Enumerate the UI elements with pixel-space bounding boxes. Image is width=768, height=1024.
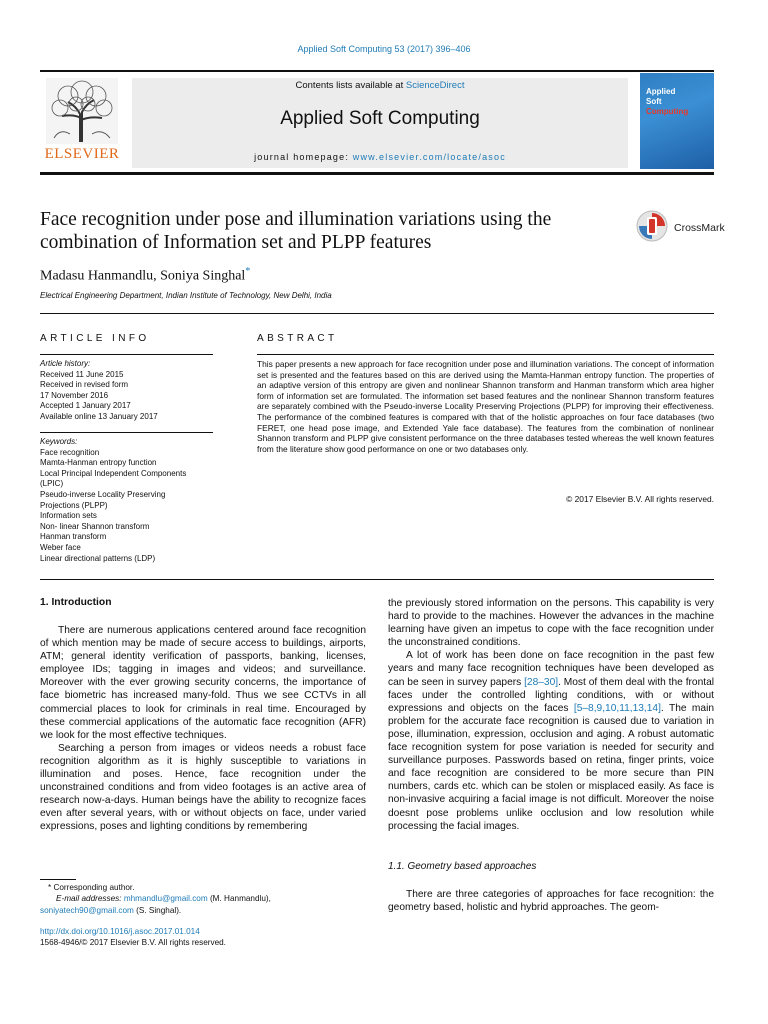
keyword-item: Local Principal Independent Components (40, 468, 187, 478)
crossmark-button[interactable] (636, 210, 726, 244)
history-item: 17 November 2016 (40, 390, 109, 400)
body-paragraph (388, 649, 714, 832)
keywords-list (40, 437, 220, 564)
affiliation: Electrical Engineering Department, Indian Institute of Technology, New Delhi, India (40, 291, 332, 300)
journal-header-box (132, 78, 628, 168)
keywords-label: Keywords: (40, 437, 78, 446)
journal-citation[interactable] (0, 44, 768, 54)
history-item: Accepted 1 January 2017 (40, 401, 131, 411)
authors (40, 266, 250, 285)
body-column-left (40, 624, 366, 834)
elsevier-tree-icon (46, 78, 118, 144)
email-owner: (M. Hanmandlu), (207, 894, 271, 904)
body-paragraph: There are numerous applications centered around face recognition of which mention may be made of secure access to buildings, airports, ATM; general identity verification of passports, banking, licenses, employee IDs; tagging in images and videos; and surveillance. Moreover with the ever growing security concerns, the importance of face biometric has increased many-fold. Thus we see CCTVs in all commercial places to look for criminals in real time. Encouraged by these commercial applications of the automatic face recognition (AFR) we look for the most effective techniques. (40, 625, 366, 741)
email-owner: (S. Singhal). (133, 905, 182, 915)
history-item: Available online 13 January 2017 (40, 411, 158, 421)
citation-ref-link[interactable]: [5–8,9,10,11,13,14] (573, 702, 661, 714)
abstract-copyright: © 2017 Elsevier B.V. All rights reserved. (566, 494, 714, 504)
keyword-item: Linear directional patterns (LDP) (40, 553, 156, 563)
paragraph-text: . Most of them deal with the frontal faces under the controlled lighting conditions, with or without expressions and objects on the faces (388, 676, 715, 714)
article-history (40, 359, 220, 423)
abstract-bottom-rule (40, 579, 714, 580)
crossmark-label: CrossMark (674, 222, 725, 234)
citation-ref-link[interactable]: [28–30] (524, 676, 559, 688)
subsection-heading: 1.1. Geometry based approaches (388, 861, 537, 872)
paragraph-text: . The main problem for the accurate face recognition is caused due to variation in pose, illumination, expression, occlusion and aging. A robust automatic face recognition system for pose variation is needed for security and surveillance purposes. Passwords based on retina, finger prints, voice and face recognition are considered to be more secure than PIN numbers, cards etc. which can be stolen or misplaced easily. As face is non-invasive acquiring a facial image is not difficult. Moreover the noise doesnt pose problems unlike occlusion and low resolution while processing the facial images. (388, 702, 714, 832)
cover-line-2: Soft (646, 97, 662, 106)
article-info-rule (40, 354, 213, 355)
cover-line-3: Computing (646, 107, 689, 116)
corresponding-author-note: * Corresponding author. (48, 883, 135, 892)
footnote-rule (40, 879, 76, 880)
keyword-item: Face recognition (40, 447, 100, 457)
crossmark-icon (636, 210, 668, 242)
body-paragraph: the previously stored information on the persons. This capability is very hard to provide to the machines. However the advances in the machine learning have given an impetus to cope with the face recognition under the unconstrained conditions. (388, 598, 714, 649)
author-names: Madasu Hanmandlu, Soniya Singhal (40, 268, 246, 284)
keyword-item: (LPIC) (40, 479, 64, 489)
header-top-rule (40, 70, 714, 72)
email-link[interactable]: soniyatech90@gmail.com (40, 905, 134, 915)
body-column-right (388, 597, 714, 833)
title-rule (40, 313, 714, 314)
keyword-item: Projections (PLPP) (40, 500, 108, 510)
keyword-item: Information sets (40, 511, 97, 521)
keyword-item: Weber face (40, 542, 81, 552)
cover-line-1: Applied (646, 87, 676, 96)
abstract-text: This paper presents a new approach for face recognition under pose and illumination variations. The concept of information set is presented and the features based on this are derived using the Mamta-Hanman entropy function. The properties of an adaptive version of this entropy are given and nonlinear Shannon transform and Hanman transform which area higher form of information set are formulated. The information set based features and the nonlinear Shannon transform features are separately combined with the Pseudo-inverse Locality Preserving Projections (PLPP) for improving their effectiveness. The performance of the combined features is compared with that of the holistic approaches on four face databases (two FERET, one head pose image, and Extended Yale face database). The features from the combination of nonlinear Shannon transform and PLPP give consistent performance on the three databases tested whereas the well known features from the literature show good performance on one or two databases only. (257, 359, 714, 454)
paragraph-text: A lot of work has been done on face recognition in the past few years and many face recognition techniques have been developed as can be seen in survey papers (388, 650, 714, 688)
contents-line (132, 80, 628, 91)
homepage-line (132, 152, 628, 162)
journal-cover-image (640, 73, 714, 169)
history-item: Received 11 June 2015 (40, 369, 124, 379)
email-line (40, 905, 366, 916)
doi-link[interactable]: http://dx.doi.org/10.1016/j.asoc.2017.01.014 (40, 927, 200, 936)
doi-block (40, 926, 226, 949)
homepage-link[interactable]: www.elsevier.com/locate/asoc (352, 152, 506, 162)
corresponding-author-mark[interactable]: * (245, 266, 251, 277)
sciencedirect-link[interactable]: ScienceDirect (405, 80, 465, 91)
homepage-prefix: journal homepage: (254, 152, 353, 162)
article-info-heading: ARTICLE INFO (40, 333, 150, 344)
body-paragraph: There are three categories of approaches for face recognition: the geometry based, holistic and hybrid approaches. The geom- (388, 889, 714, 914)
keyword-item: Hanman transform (40, 532, 107, 542)
history-item: Received in revised form (40, 380, 129, 390)
elsevier-logo (40, 78, 124, 166)
history-label: Article history: (40, 359, 91, 368)
keyword-item: Pseudo-inverse Locality Preserving (40, 489, 166, 499)
cover-title (646, 87, 688, 117)
journal-name: Applied Soft Computing (280, 108, 480, 129)
body-column-right-continued (388, 888, 714, 914)
keyword-item: Mamta-Hanman entropy function (40, 458, 157, 468)
contents-prefix: Contents lists available at (295, 80, 406, 91)
footnotes (40, 882, 366, 916)
abstract-heading: ABSTRACT (257, 333, 338, 344)
body-paragraph: Searching a person from images or videos needs a robust face recognition algorithm as it is highly susceptible to variations in illumination and poses. Hence, face recognition under the unconstrained conditions and from video footages is an active area of research now-a-days. Human beings have the ability to recognize faces even after several years, with or without objects on face, under varied expressions, poses and lighting conditions by remembering (40, 742, 366, 833)
citation-link[interactable]: Applied Soft Computing 53 (2017) 396–406 (297, 44, 471, 54)
article-title: Face recognition under pose and illumination variations using the combination of Information set and PLPP features (40, 209, 552, 253)
header-bottom-rule (40, 172, 714, 175)
issn-line: 1568-4946/© 2017 Elsevier B.V. All rights reserved. (40, 938, 226, 948)
abstract-rule (257, 354, 714, 355)
section-heading-introduction: 1. Introduction (40, 597, 112, 608)
keyword-item: Non- linear Shannon transform (40, 521, 150, 531)
email-label: E-mail addresses: (56, 894, 124, 904)
email-link[interactable]: mhmandlu@gmail.com (123, 894, 208, 904)
publisher-name: ELSEVIER (44, 146, 120, 162)
email-line (40, 893, 366, 904)
keywords-rule (40, 432, 213, 433)
